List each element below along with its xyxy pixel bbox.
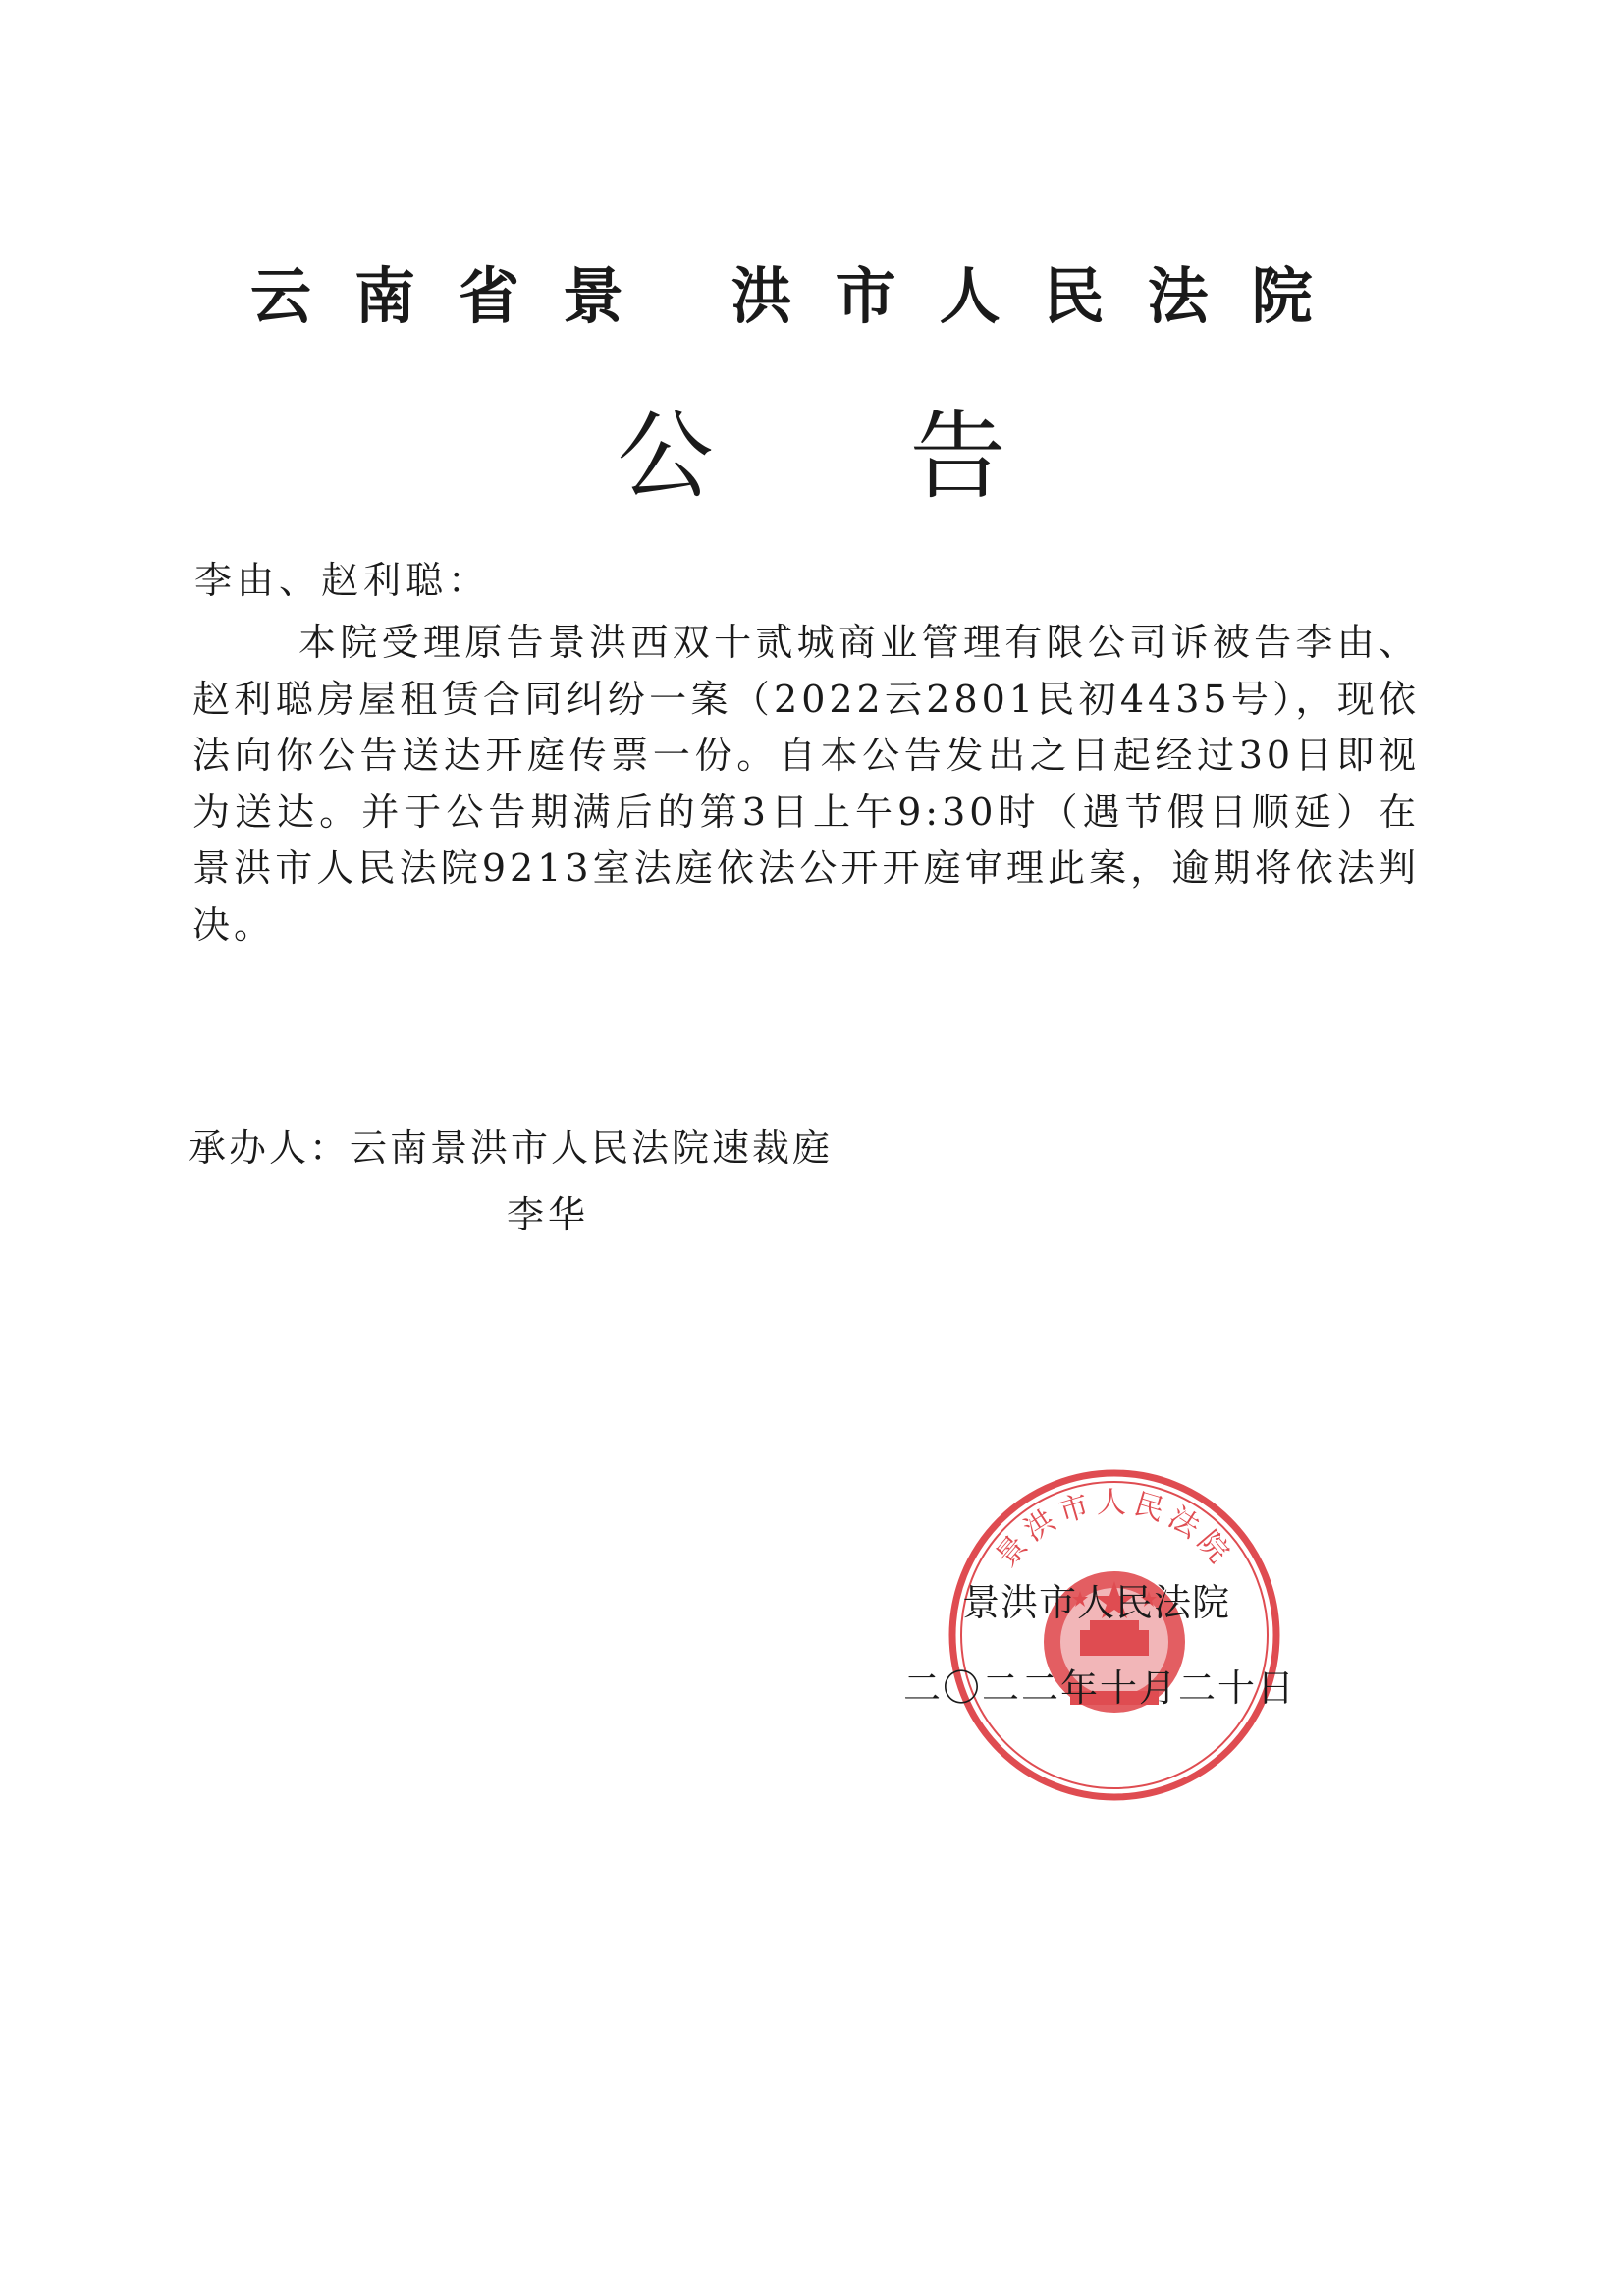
signature-date: 二〇二二年十月二十日	[903, 1667, 1297, 1710]
handler-name: 李华	[507, 1193, 590, 1236]
addressee-line: 李由、赵利聪：	[194, 559, 491, 602]
notice-body-paragraph: 本院受理原告景洪西双十贰城商业管理有限公司诉被告李由、赵利聪房屋租赁合同纠纷一案（2022云2801民初4435号），现依法向你公告送达开庭传票一份。自本公告发出之日起经过30日即视为送达。并于公告期满后的第3日上午9:30时（遇节假日顺延）在景洪市人民法院9213室法庭依法公开开庭审理此案，逾期将依法判决。	[192, 621, 1420, 947]
seal-text: 景洪市人民法院	[989, 1486, 1240, 1574]
court-name-heading: 云南省景 洪市人民法院	[250, 260, 1356, 332]
handler-line: 承办人：云南景洪市人民法院速裁庭	[189, 1126, 834, 1170]
signature-court-name: 景洪市人民法院	[962, 1581, 1231, 1624]
notice-title: 公告	[617, 401, 1203, 513]
court-seal-stamp	[943, 1463, 1286, 1807]
